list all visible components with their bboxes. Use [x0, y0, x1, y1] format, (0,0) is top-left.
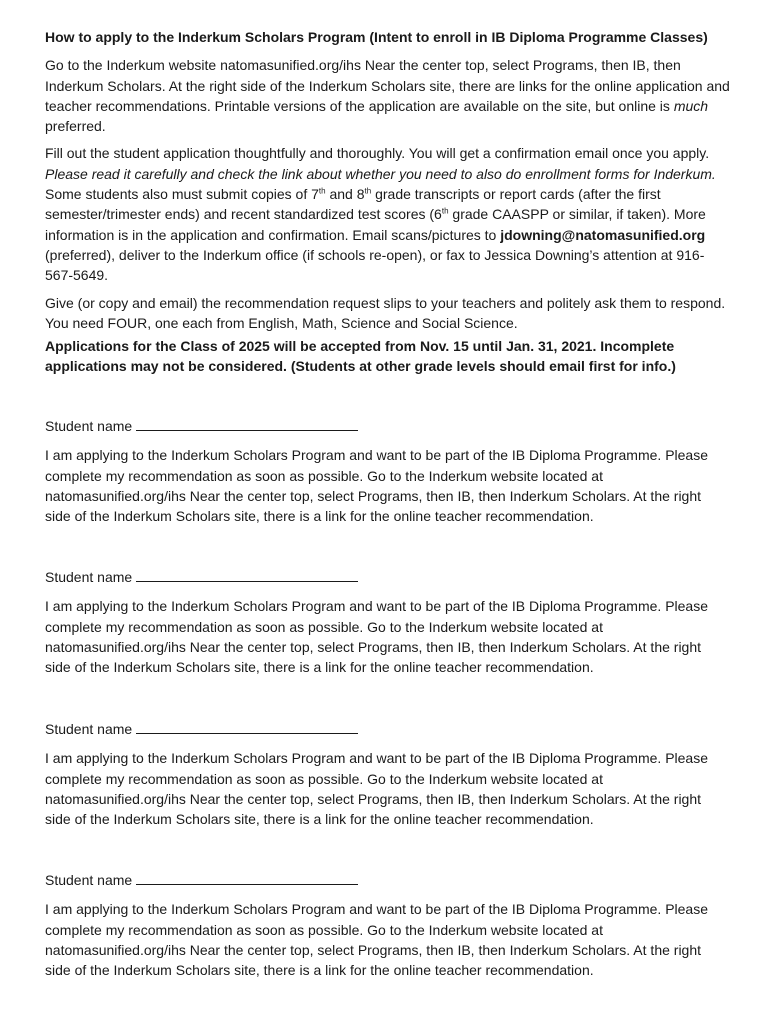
instructions-recommendations: Give (or copy and email) the recommendation request slips to your teachers and politely ask them to respond. You need FOUR, one each from English, Math, Science and Social Science. — [45, 294, 726, 331]
recommendation-slip — [45, 567, 730, 677]
slip-text: I am applying to the Inderkum Scholars Program and want to be part of the IB Diploma Programme. Please complete my recommendation as soon as possible. Go to the Inderkum website located at natomasunified.org/ihs Near the center top, select Programs, then IB, then Inderkum Scholars. At the right side of the Inderkum Scholars site, there is a link for the online teacher recommendation. — [45, 447, 708, 525]
document-page — [45, 27, 730, 979]
recommendation-slip — [45, 870, 730, 980]
contact-email: jdowning@natomasunified.org — [500, 226, 706, 243]
instructions-application: Fill out the student application thoughtfully and thoroughly. You will get a confirmation email once you apply. Please read it carefully and check the link about whether you need to also do enrollment forms for Inderkum. Some students also must submit copies of 7th and 8th grade transcripts or report cards (after the first semester/trimester ends) and recent standardized test scores (6th grade CAASPP or similar, if taken). More information is in the application and confirmation. Email scans/pictures to jdowning@natomasunified.org (preferred), deliver to the Inderkum office (if schools re-open), or fax to Jessica Downing’s attention at 916-567-5649. — [45, 145, 716, 284]
page-title: How to apply to the Inderkum Scholars Program (Intent to enroll in IB Diploma Programme Classes) — [45, 29, 708, 45]
deadline-note: Applications for the Class of 2025 will be accepted from Nov. 15 until Jan. 31, 2021. Incomplete applications may not be considered. (Students at other grade levels should email first for info.) — [45, 338, 676, 375]
slip-text: I am applying to the Inderkum Scholars Program and want to be part of the IB Diploma Programme. Please complete my recommendation as soon as possible. Go to the Inderkum website located at natomasunified.org/ihs Near the center top, select Programs, then IB, then Inderkum Scholars. At the right side of the Inderkum Scholars site, there is a link for the online teacher recommendation. — [45, 750, 708, 828]
student-name-blank — [136, 719, 358, 734]
student-name-blank — [136, 416, 358, 431]
slip-text: I am applying to the Inderkum Scholars Program and want to be part of the IB Diploma Programme. Please complete my recommendation as soon as possible. Go to the Inderkum website located at natomasunified.org/ihs Near the center top, select Programs, then IB, then Inderkum Scholars. At the right side of the Inderkum Scholars site, there is a link for the online teacher recommendation. — [45, 901, 708, 979]
recommendation-slip — [45, 416, 730, 526]
instructions-website: Go to the Inderkum website natomasunified.org/ihs Near the center top, select Programs, then IB, then Inderkum Scholars. At the right side of the Inderkum Scholars site, there are links for the online application and teacher recommendations. Printable versions of the application are available on the site, but online is much preferred. — [45, 57, 730, 135]
slip-text: I am applying to the Inderkum Scholars Program and want to be part of the IB Diploma Programme. Please complete my recommendation as soon as possible. Go to the Inderkum website located at natomasunified.org/ihs Near the center top, select Programs, then IB, then Inderkum Scholars. At the right side of the Inderkum Scholars site, there is a link for the online teacher recommendation. — [45, 598, 708, 676]
student-name-line: Student name — [45, 870, 730, 890]
student-name-line: Student name — [45, 719, 730, 739]
recommendation-slip — [45, 719, 730, 829]
student-name-blank — [136, 567, 358, 582]
student-name-blank — [136, 870, 358, 885]
student-name-line: Student name — [45, 567, 730, 587]
student-name-line: Student name — [45, 416, 730, 436]
